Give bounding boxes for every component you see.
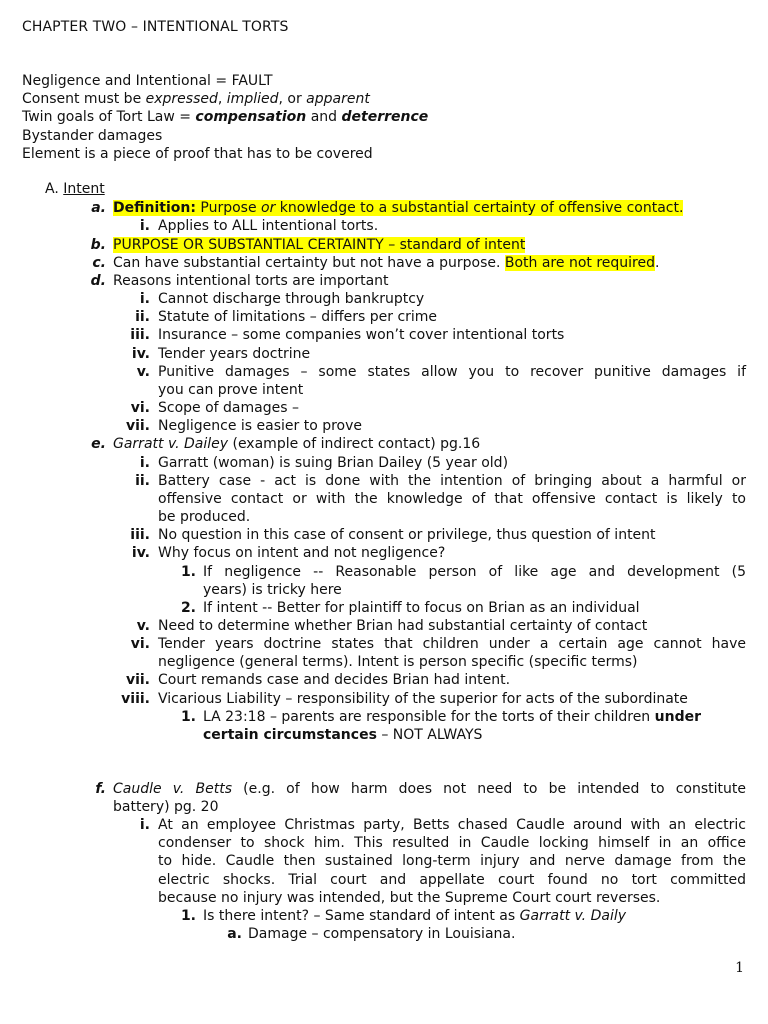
item-d-iii-text: Insurance – some companies won’t cover intentional torts (158, 327, 565, 343)
intro-line-fault: Negligence and Intentional = FAULT (22, 73, 273, 89)
item-a-i-text: Applies to ALL intentional torts. (158, 218, 379, 234)
item-d-i-label: i. (139, 291, 150, 307)
item-e-vi-text: Tender years doctrine states that children under a certain age cannot have negligence (general terms). Intent is person specific (specific terms) (158, 636, 746, 671)
item-d-vii-label: vii. (125, 418, 150, 434)
item-e-viii-label: viii. (121, 691, 150, 707)
item-e-vi-label: vi. (130, 636, 150, 652)
intro-line-twin-goals: Twin goals of Tort Law = compensation and deterrence (22, 109, 429, 126)
item-f-i-text: At an employee Christmas party, Betts chased Caudle around with an electric condenser to shock him. This resulted in Caudle locking himself in an office to hide. Caudle then sustained long-term injury and nerve damage from the electric shocks. Trial court and appellate court found no tort committed because no injury was intended, but the Supreme Court court reverses. (158, 817, 746, 906)
item-c-label: c. (92, 255, 106, 271)
item-e-iii-text: No question in this case of consent or privilege, thus question of intent (158, 527, 656, 543)
intro-line-element: Element is a piece of proof that has to be covered (22, 145, 373, 162)
chapter-title: CHAPTER TWO – INTENTIONAL TORTS (22, 19, 289, 35)
item-e-ii-text: Battery case - act is done with the intention of bringing about a harmful or offensive contact or with the knowledge of that offensive contact is likely to be produced. (158, 473, 746, 526)
intro-block (22, 72, 428, 163)
item-b-label: b. (90, 237, 106, 253)
item-d-vii-text: Negligence is easier to prove (158, 418, 363, 434)
item-e-i-text: Garratt (woman) is suing Brian Dailey (5 year old) (158, 455, 509, 471)
item-b-text: PURPOSE OR SUBSTANTIAL CERTAINTY – standard of intent (113, 237, 526, 253)
item-e-viii-1-label: 1. (180, 709, 196, 725)
item-d-v-text: Punitive damages – some states allow you to recover punitive damages if you can prove intent (158, 364, 746, 399)
item-e-label: e. (91, 436, 106, 452)
item-d-ii-label: ii. (135, 309, 150, 325)
item-e-iv-2-label: 2. (180, 600, 196, 616)
item-e-viii-text: Vicarious Liability – responsibility of the superior for acts of the subordinate (158, 691, 688, 707)
item-e-iv-1-text: If negligence -- Reasonable person of like age and development (5 years) is tricky here (203, 564, 746, 599)
item-e-iv-text: Why focus on intent and not negligence? (158, 545, 446, 561)
item-e-v-text: Need to determine whether Brian had substantial certainty of contact (158, 618, 648, 634)
item-e-vii-label: vii. (125, 672, 150, 688)
item-d-i-text: Cannot discharge through bankruptcy (158, 291, 425, 307)
item-e-v-label: v. (136, 618, 150, 634)
page-number: 1 (735, 960, 744, 976)
item-d-iv-text: Tender years doctrine (158, 346, 311, 362)
intro-line-bystander: Bystander damages (22, 127, 163, 144)
item-f-i-label: i. (139, 817, 150, 833)
item-e-ii-label: ii. (135, 473, 150, 489)
item-e-vii-text: Court remands case and decides Brian had intent. (158, 672, 511, 688)
item-d-iii-label: iii. (130, 327, 150, 343)
item-f-i-1-a-label: a. (227, 926, 242, 942)
item-e-viii-1-text: LA 23:18 – parents are responsible for the torts of their children under certain circumstances – NOT ALWAYS (203, 709, 701, 744)
item-f-label: f. (95, 781, 106, 797)
item-d-text: Reasons intentional torts are important (113, 273, 389, 289)
item-f-i-1-text: Is there intent? – Same standard of intent as Garratt v. Daily (203, 908, 627, 924)
item-e-text: Garratt v. Dailey (example of indirect contact) pg.16 (113, 436, 481, 452)
item-d-vi-text: Scope of damages – (158, 400, 299, 416)
item-d-vi-label: vi. (130, 400, 150, 416)
item-e-i-label: i. (139, 455, 150, 471)
section-a-heading: A. Intent (45, 181, 105, 197)
item-d-label: d. (90, 273, 106, 289)
item-c-text: Can have substantial certainty but not have a purpose. Both are not required. (113, 255, 660, 271)
item-e-iv-label: iv. (131, 545, 150, 561)
item-d-iv-label: iv. (131, 346, 150, 362)
item-e-iv-2-text: If intent -- Better for plaintiff to focus on Brian as an individual (203, 600, 640, 616)
item-f-text: Caudle v. Betts (e.g. of how harm does not need to be intended to constitute battery) pg. 20 (113, 781, 746, 816)
item-d-ii-text: Statute of limitations – differs per crime (158, 309, 438, 325)
intro-line-consent: Consent must be expressed, implied, or apparent (22, 91, 370, 108)
item-e-iii-label: iii. (130, 527, 150, 543)
item-e-iv-1-label: 1. (180, 564, 196, 580)
item-a-definition: Definition: Purpose or knowledge to a substantial certainty of offensive contact. (113, 200, 684, 216)
item-a-label: a. (91, 200, 106, 216)
item-a-i-label: i. (139, 218, 150, 234)
item-d-v-label: v. (136, 364, 150, 380)
item-f-i-1-label: 1. (180, 908, 196, 924)
item-f-i-1-a-text: Damage – compensatory in Louisiana. (248, 926, 516, 942)
